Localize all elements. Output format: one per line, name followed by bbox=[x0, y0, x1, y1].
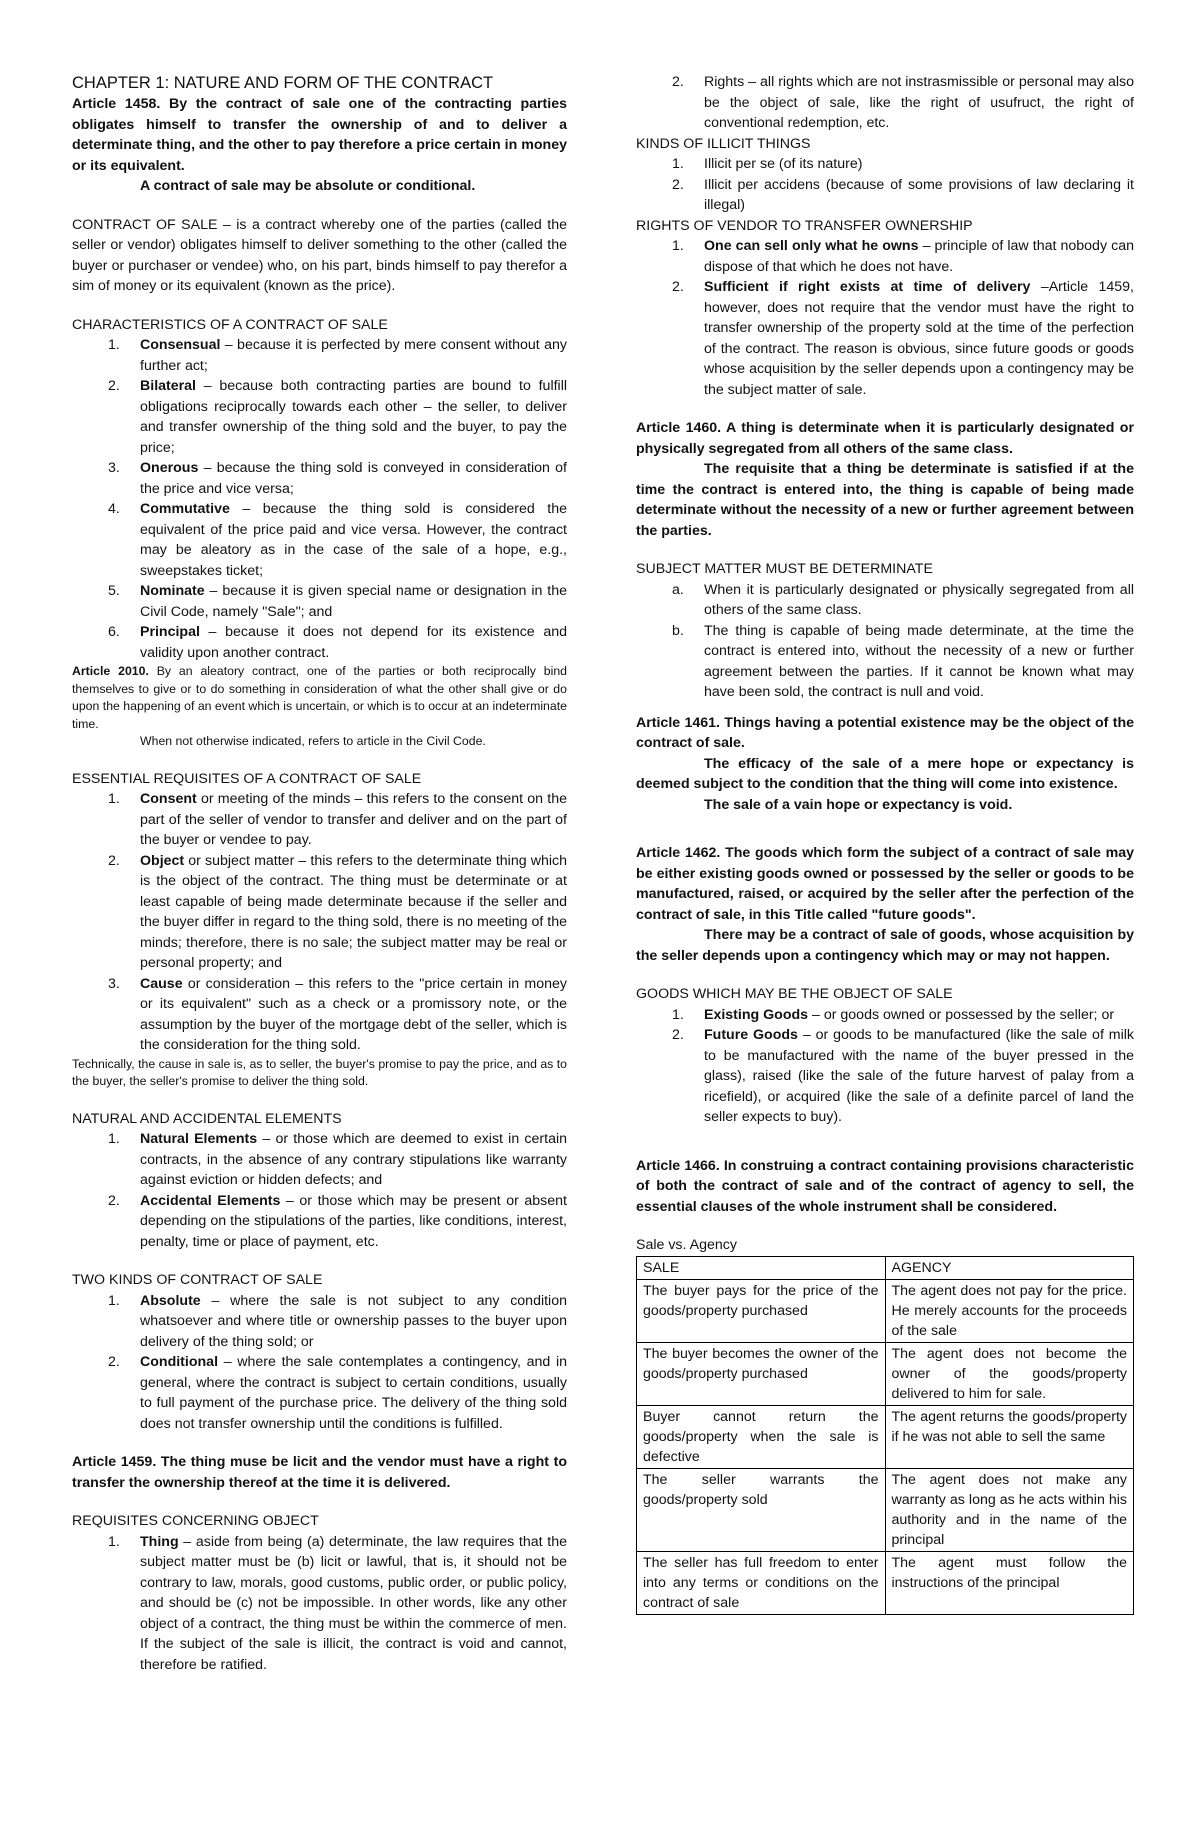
list-item: 1. Consensual – because it is perfected by mere consent without any further act; bbox=[108, 337, 567, 374]
article-1458-note: A contract of sale may be absolute or conditional. bbox=[140, 178, 476, 194]
article-1461: Article 1461. Things having a potential existence may be the object of the contract of sale. bbox=[636, 714, 1134, 751]
list-item: 3. Onerous – because the thing sold is conveyed in consideration of the price and vice versa; bbox=[108, 460, 567, 497]
list-item: a. When it is particularly designated or physically segregated from all others of the same class. bbox=[672, 581, 1134, 618]
table-cell: The seller has full freedom to enter into any terms or conditions on the contract of sale bbox=[637, 1551, 886, 1614]
list-item: 1. Natural Elements – or those which are deemed to exist in certain contracts, in the absence of any contrary stipulations like warranty against eviction or hidden defects; and bbox=[108, 1131, 568, 1188]
elements-list bbox=[72, 1129, 567, 1252]
article-2010: Article 2010. By an aleatory contract, one of the parties or both reciprocally bind themselves to give or to do something in consideration of what the other shall give or do upon the happening of an event which is uncertain, or which is to occur at an indeterminate time. bbox=[72, 664, 567, 731]
article-1461-body: The efficacy of the sale of a mere hope or expectancy is deemed subject to the condition that the thing will come into existence. bbox=[636, 755, 1134, 792]
list-item: 1. One can sell only what he owns – principle of law that nobody can dispose of that which he does not have. bbox=[672, 238, 1134, 275]
rights-heading: RIGHTS OF VENDOR TO TRANSFER OWNERSHIP bbox=[636, 217, 973, 234]
natural-elements-heading: NATURAL AND ACCIDENTAL ELEMENTS bbox=[72, 1110, 342, 1127]
list-item: 1. Absolute – where the sale is not subject to any condition whatsoever and where title or ownership passes to the buyer upon delivery of the thing sold; or bbox=[108, 1292, 567, 1350]
list-item: 2. Sufficient if right exists at time of delivery –Article 1459, however, does not require that the vendor must have the right to transfer ownership of the property sold at the time of the perfection of the contract. The reason is obvious, since future goods or goods whose acquisition by the seller depends upon a contingency may be the subject matter of sale. bbox=[672, 279, 1135, 398]
list-item: 2. Object or subject matter – this refers to the determinate thing which is the object of the contract. The thing must be determinate or at least capable of being made determinate because if the seller and the buyer differ in regard to the thing sold, there is no meeting of the minds; therefore, there is no sale; the subject matter may be real or personal property; and bbox=[108, 852, 567, 971]
table-cell: The agent must follow the instructions of the principal bbox=[885, 1551, 1134, 1614]
article-1466: Article 1466. In construing a contract containing provisions characteristic of both the contract of sale and of the contract of agency to sell, the essential clauses of the whole instrument shall be considered. bbox=[636, 1157, 1134, 1215]
article-1458 bbox=[72, 94, 567, 176]
list-item: 1. Thing – aside from being (a) determinate, the law requires that the subject matter must be (b) licit or lawful, that is, it should not be contrary to law, morals, good customs, public order, or public policy, and should be (c) not be impossible. In other words, like any other object of a contract, the thing must be within the commerce of men. If the subject of the sale is illicit, the contract is void and cannot, therefore be ratified. bbox=[108, 1533, 567, 1673]
article-1462: Article 1462. The goods which form the subject of a contract of sale may be either existing goods owned or possessed by the seller or goods to be manufactured, raised, or acquired by the seller after the perfection of the contract of sale, in this Title called "future goods". bbox=[636, 845, 1134, 923]
article-1460: Article 1460. A thing is determinate when it is particularly designated or physically segregated from all others of the same class. bbox=[636, 420, 1134, 457]
table-cell: The agent does not pay for the price. He merely accounts for the proceeds of the sale bbox=[885, 1279, 1134, 1342]
list-item: 5. Nominate – because it is given special name or designation in the Civil Code, namely "Sale"; and bbox=[108, 583, 567, 620]
article-1462-body: There may be a contract of sale of goods, whose acquisition by the seller depends upon a contingency which may or may not happen. bbox=[636, 927, 1134, 964]
illicit-heading: KINDS OF ILLICIT THINGS bbox=[636, 135, 811, 152]
table-cell: The buyer pays for the price of the goods/property purchased bbox=[637, 1279, 886, 1342]
table-header-row bbox=[637, 1256, 1134, 1279]
illicit-list bbox=[636, 154, 1134, 216]
table-cell: Buyer cannot return the goods/property when the sale is defective bbox=[637, 1405, 886, 1468]
object-requisites-heading: REQUISITES CONCERNING OBJECT bbox=[72, 1513, 319, 1529]
object-requisites-list bbox=[72, 1532, 567, 1676]
list-item: 1. Existing Goods – or goods owned or possessed by the seller; or bbox=[672, 1006, 1115, 1023]
goods-heading: GOODS WHICH MAY BE THE OBJECT OF SALE bbox=[636, 986, 953, 1002]
list-item: 3. Cause or consideration – this refers to the "price certain in money or its equivalent" such as a check or a promissory note, or the assumption by the buyer of the mortgage debt of the seller, which is the consideration for the thing sold. bbox=[108, 975, 567, 1053]
table-cell: The agent does not become the owner of the goods/property delivered to him for sale. bbox=[885, 1342, 1134, 1405]
right-column bbox=[636, 72, 1134, 1615]
kinds-list bbox=[72, 1291, 567, 1435]
list-item: 2. Bilateral – because both contracting parties are bound to fulfill obligations reciprocally towards each other – the seller, to deliver and transfer ownership of the thing sold and the buyer, to pay the price; bbox=[108, 378, 567, 456]
table-row bbox=[637, 1551, 1134, 1614]
column-header-sale: SALE bbox=[637, 1256, 886, 1279]
table-row bbox=[637, 1279, 1134, 1342]
object-requisites-list-continued bbox=[636, 72, 1134, 134]
table-title: Sale vs. Agency bbox=[636, 1237, 737, 1253]
article-1460-body: The requisite that a thing be determinate is satisfied if at the time the contract is entered into, the thing is capable of being made determinate without the necessity of a new or further agreement between the parties. bbox=[636, 461, 1134, 539]
contract-of-sale-definition: CONTRACT OF SALE – is a contract whereby one of the parties (called the seller or vendor) obligates himself to deliver something to the other (called the buyer or purchaser or vendee) who, on his part, binds himself to pay therefor a sim of money or its equivalent (known as the price). bbox=[72, 216, 567, 294]
list-item: 1. Illicit per se (of its nature) bbox=[672, 156, 863, 172]
characteristics-list bbox=[72, 335, 567, 663]
list-item: 2. Rights – all rights which are not instrasmissible or personal may also be the object of sale, like the right of usufruct, the right of conventional redemption, etc. bbox=[672, 74, 1134, 131]
goods-list bbox=[636, 1005, 1134, 1128]
list-item: 2. Illicit per accidens (because of some provisions of law declaring it illegal) bbox=[672, 176, 1134, 213]
list-item: 4. Commutative – because the thing sold is considered the equivalent of the price paid and vice versa. However, the contract may be aleatory as in the case of the sale of a hope, e.g., sweepstakes ticket; bbox=[108, 501, 567, 579]
list-item: 2. Future Goods – or goods to be manufactured (like the sale of milk to be manufactured with the name of the buyer pressed in the glass), raised (like the sale of the future harvest of palay from a ricefield), or acquired (like the sale of a definite parcel of land the seller expects to buy). bbox=[672, 1027, 1134, 1125]
list-item: b. The thing is capable of being made determinate, at the time the contract is entered into, without the necessity of a new or further agreement between the parties. If it cannot be known what may have been sold, the contract is null and void. bbox=[672, 622, 1134, 700]
list-item: 2. Conditional – where the sale contemplates a contingency, and in general, where the contract is subject to certain conditions, usually to full payment of the purchase price. The delivery of the thing sold does not transfer ownership until the conditions is fulfilled. bbox=[108, 1354, 567, 1432]
table-row bbox=[637, 1405, 1134, 1468]
article-1458-text: By the contract of sale one of the contracting parties obligates himself to transfer the ownership of and to deliver a determinate thing, and the other to pay therefore a price certain in money or its equivalent. bbox=[72, 96, 567, 174]
chapter-title: CHAPTER 1: NATURE AND FORM OF THE CONTRACT bbox=[72, 74, 494, 92]
table-cell: The buyer becomes the owner of the goods/property purchased bbox=[637, 1342, 886, 1405]
article-1458-label: Article 1458. bbox=[72, 96, 161, 112]
list-item: 1. Consent or meeting of the minds – this refers to the consent on the part of the seller of vendor to transfer and deliver and on the part of the buyer or vendee to pay. bbox=[108, 791, 567, 848]
left-column bbox=[72, 72, 567, 1675]
subject-matter-heading: SUBJECT MATTER MUST BE DETERMINATE bbox=[636, 561, 933, 577]
sale-vs-agency-table bbox=[636, 1256, 1134, 1615]
table-row bbox=[637, 1342, 1134, 1405]
column-header-agency: AGENCY bbox=[885, 1256, 1134, 1279]
list-item: 2. Accidental Elements – or those which may be present or absent depending on the stipulations of the parties, like conditions, interest, penalty, time or place of payment, etc. bbox=[108, 1192, 567, 1250]
kinds-heading: TWO KINDS OF CONTRACT OF SALE bbox=[72, 1272, 323, 1288]
table-cell: The agent does not make any warranty as long as he acts within his authority and in the name of the principal bbox=[885, 1468, 1134, 1551]
table-cell: The agent returns the goods/property if he was not able to sell the same bbox=[885, 1405, 1134, 1468]
article-1461-note: The sale of a vain hope or expectancy is void. bbox=[704, 796, 1013, 813]
table-row bbox=[637, 1468, 1134, 1551]
article-1459: Article 1459. The thing muse be licit and the vendor must have a right to transfer the ownership thereof at the time it is delivered. bbox=[72, 1454, 567, 1491]
list-item: 6. Principal – because it does not depend for its existence and validity upon another contract. bbox=[108, 624, 567, 661]
subject-matter-list bbox=[636, 580, 1134, 703]
characteristics-heading: CHARACTERISTICS OF A CONTRACT OF SALE bbox=[72, 316, 388, 333]
article-2010-note: When not otherwise indicated, refers to article in the Civil Code. bbox=[140, 734, 486, 748]
requisites-note: Technically, the cause in sale is, as to seller, the buyer's promise to pay the price, and as to the buyer, the seller's promise to deliver the thing sold. bbox=[72, 1056, 567, 1088]
requisites-list bbox=[72, 789, 567, 1056]
requisites-heading: ESSENTIAL REQUISITES OF A CONTRACT OF SALE bbox=[72, 770, 422, 787]
table-cell: The seller warrants the goods/property sold bbox=[637, 1468, 886, 1551]
rights-list bbox=[636, 236, 1134, 400]
